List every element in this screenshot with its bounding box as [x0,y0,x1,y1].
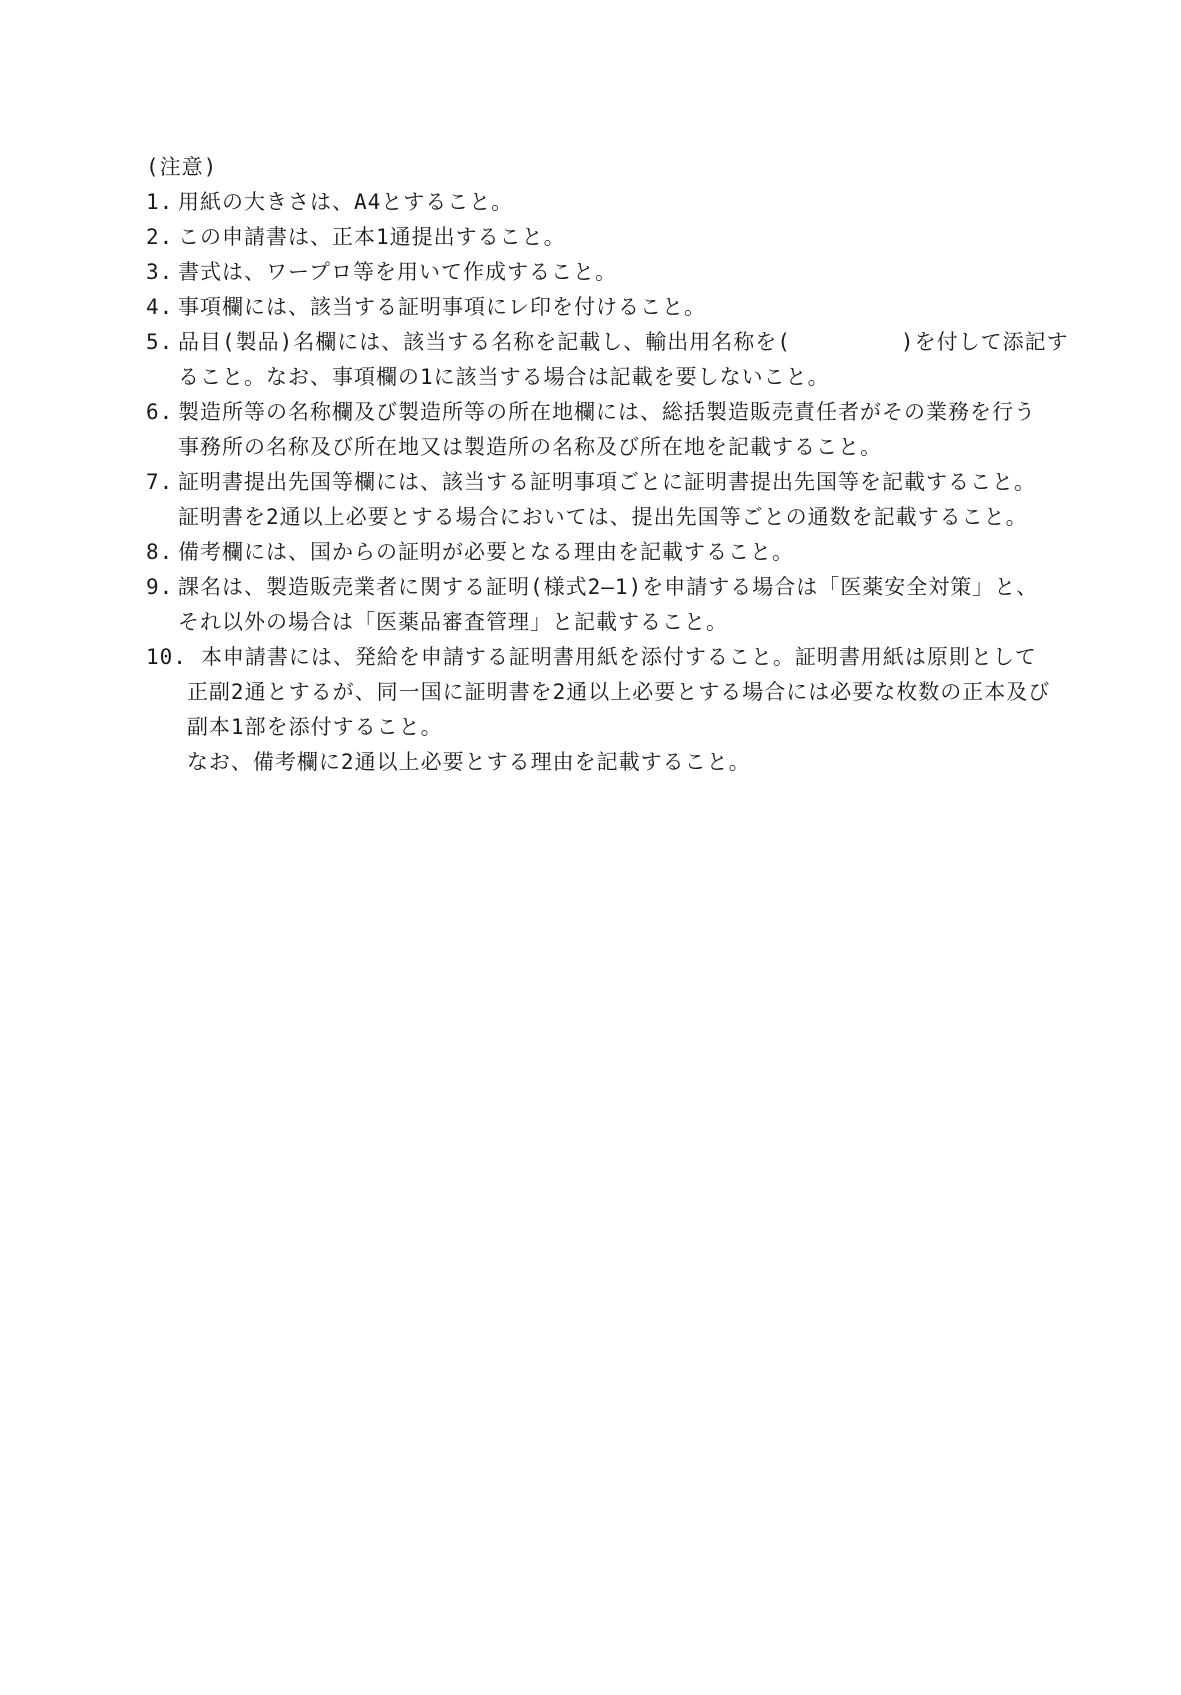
note-text [178,220,1046,255]
note-number: 5. [146,330,174,354]
note-item [146,535,1046,570]
note-line: 本申請書には、発給を申請する証明書用紙を添付すること。証明書用紙は原則として [200,645,1037,669]
note-text [178,185,1046,220]
note-number: 4. [146,295,174,319]
note-line: それ以外の場合は「医薬品審査管理」と記載すること。 [178,610,728,634]
note-line: ること。なお、事項欄の1に該当する場合は記載を要しないこと。 [178,365,830,389]
note-number: 1. [146,190,174,214]
note-line: 書式は、ワープロ等を用いて作成すること。 [178,260,617,284]
note-text [187,640,1050,780]
note-item [146,325,1069,395]
note-item [146,290,1046,325]
note-line: 課名は、製造販売業者に関する証明(様式2—1)を申請する場合は「医薬安全対策」と、 [178,575,1039,599]
note-number: 8. [146,540,174,564]
note-line: 副本1部を添付すること。 [186,715,443,739]
note-text [178,465,1046,535]
note-line: なお、備考欄に2通以上必要とする理由を記載すること。 [186,750,751,774]
note-text [178,535,1046,570]
note-line: 用紙の大きさは、A4とすること。 [178,190,514,214]
note-line: 事務所の名称及び所在地又は製造所の名称及び所在地を記載すること。 [178,435,882,459]
note-text [178,255,1046,290]
note-number: 10. [146,645,187,669]
note-number: 3. [146,260,174,284]
note-text [178,570,1046,640]
note-line: 製造所等の名称欄及び製造所等の所在地欄には、総括製造販売責任者がその業務を行う [178,400,1036,424]
notes-section [146,150,1069,780]
note-item [146,570,1046,640]
note-item [146,185,1046,220]
note-item [146,640,1051,780]
note-line: 正副2通とするが、同一国に証明書を2通以上必要とする場合には必要な枚数の正本及び [186,680,1051,704]
note-line: この申請書は、正本1通提出すること。 [178,225,566,249]
note-number: 2. [146,225,174,249]
note-item [146,395,1046,465]
note-number: 6. [146,400,174,424]
note-line: 証明書提出先国等欄には、該当する証明事項ごとに証明書提出先国等を記載すること。 [178,470,1036,494]
note-line: 備考欄には、国からの証明が必要となる理由を記載すること。 [178,540,794,564]
note-text [178,325,1069,395]
note-number: 7. [146,470,174,494]
note-line: 証明書を2通以上必要とする場合においては、提出先国等ごとの通数を記載すること。 [178,505,1028,529]
note-text [178,290,1046,325]
notes-heading: (注意) [146,155,218,179]
note-item [146,255,1046,290]
note-line: 事項欄には、該当する証明事項にレ印を付けること。 [178,295,706,319]
note-text [178,395,1046,465]
note-item [146,465,1046,535]
note-item [146,220,1046,255]
note-line: 品目(製品)名欄には、該当する名称を記載し、輸出用名称を( )を付して添記す [178,330,1069,354]
note-number: 9. [146,575,174,599]
